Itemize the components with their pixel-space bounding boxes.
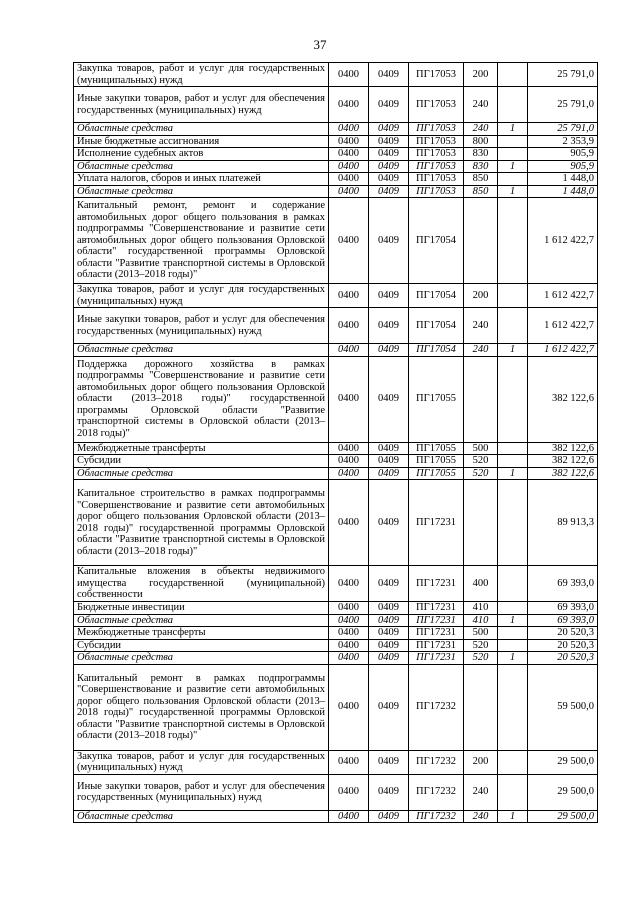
expense-type-cell: 240 [464, 87, 498, 123]
row-name-cell: Иные закупки товаров, работ и услуг для обеспечения государственных (муниципальных) нужд [74, 308, 329, 344]
table-row [74, 198, 598, 284]
amount-cell: 69 393,0 [528, 566, 598, 602]
target-article-cell: ПГ17232 [409, 810, 464, 823]
amount-cell: 20 520,3 [528, 639, 598, 652]
funding-source-cell [498, 173, 528, 186]
section-code-cell: 0400 [329, 148, 369, 161]
page-number: 37 [313, 37, 327, 52]
row-name-cell: Областные средства [74, 185, 329, 198]
target-article-cell: ПГ17232 [409, 774, 464, 810]
amount-cell: 29 500,0 [528, 774, 598, 810]
funding-source-cell [498, 198, 528, 284]
target-article-cell: ПГ17053 [409, 185, 464, 198]
budget-table-body [74, 63, 598, 823]
row-name-cell: Областные средства [74, 160, 329, 173]
funding-source-cell [498, 308, 528, 344]
funding-source-cell: 1 [498, 614, 528, 627]
row-name-cell: Капитальный ремонт в рамках подпрограммы "Совершенствование и развитие сети автомобильных дорог общего пользования Орловской области (2013–2018 годы)" государственной программы Орловской области "Развитие транспортной системы в Орловской области (2013–2018 годы)" [74, 664, 329, 750]
target-article-cell: ПГ17231 [409, 480, 464, 566]
section-code-cell: 0400 [329, 627, 369, 640]
expense-type-cell: 240 [464, 308, 498, 344]
target-article-cell: ПГ17055 [409, 442, 464, 455]
row-name-cell: Бюджетные инвестиции [74, 602, 329, 615]
table-row-regional-funds [74, 344, 598, 357]
section-code-cell: 0400 [329, 652, 369, 665]
row-name-cell: Областные средства [74, 467, 329, 480]
expense-type-cell: 850 [464, 185, 498, 198]
table-row [74, 308, 598, 344]
section-code-cell: 0400 [329, 566, 369, 602]
expense-type-cell: 520 [464, 455, 498, 468]
subsection-code-cell: 0409 [369, 344, 409, 357]
expense-type-cell: 240 [464, 123, 498, 136]
expense-type-cell: 850 [464, 173, 498, 186]
row-name-cell: Капитальное строительство в рамках подпрограммы "Совершенствование и развитие сети автомобильных дорог общего пользования Орловской области (2013–2018 годы)" государственной программы Орловской области "Развитие транспортной системы в Орловской области (2013–2018 годы)" [74, 480, 329, 566]
target-article-cell: ПГ17053 [409, 148, 464, 161]
funding-source-cell: 1 [498, 652, 528, 665]
section-code-cell: 0400 [329, 467, 369, 480]
table-row-regional-funds [74, 810, 598, 823]
subsection-code-cell: 0409 [369, 87, 409, 123]
funding-source-cell [498, 63, 528, 87]
target-article-cell: ПГ17053 [409, 135, 464, 148]
target-article-cell: ПГ17232 [409, 664, 464, 750]
row-name-cell: Межбюджетные трансферты [74, 627, 329, 640]
amount-cell: 1 612 422,7 [528, 308, 598, 344]
target-article-cell: ПГ17232 [409, 750, 464, 774]
expense-type-cell [464, 356, 498, 442]
funding-source-cell [498, 774, 528, 810]
subsection-code-cell: 0409 [369, 63, 409, 87]
expense-type-cell: 400 [464, 566, 498, 602]
subsection-code-cell: 0409 [369, 173, 409, 186]
table-row [74, 774, 598, 810]
subsection-code-cell: 0409 [369, 750, 409, 774]
row-name-cell: Областные средства [74, 614, 329, 627]
section-code-cell: 0400 [329, 123, 369, 136]
row-name-cell: Закупка товаров, работ и услуг для государственных (муниципальных) нужд [74, 284, 329, 308]
expense-type-cell: 410 [464, 614, 498, 627]
section-code-cell: 0400 [329, 455, 369, 468]
table-row-regional-funds [74, 160, 598, 173]
subsection-code-cell: 0409 [369, 810, 409, 823]
target-article-cell: ПГ17053 [409, 123, 464, 136]
expense-type-cell: 240 [464, 774, 498, 810]
expense-type-cell: 520 [464, 652, 498, 665]
table-row [74, 63, 598, 87]
table-row [74, 664, 598, 750]
section-code-cell: 0400 [329, 639, 369, 652]
row-name-cell: Капитальные вложения в объекты недвижимого имущества государственной (муниципальной) собственности [74, 566, 329, 602]
funding-source-cell: 1 [498, 185, 528, 198]
expense-type-cell: 500 [464, 442, 498, 455]
target-article-cell: ПГ17054 [409, 308, 464, 344]
amount-cell: 1 612 422,7 [528, 284, 598, 308]
amount-cell: 29 500,0 [528, 810, 598, 823]
amount-cell: 905,9 [528, 148, 598, 161]
subsection-code-cell: 0409 [369, 480, 409, 566]
table-row-regional-funds [74, 123, 598, 136]
table-row [74, 455, 598, 468]
amount-cell: 382 122,6 [528, 442, 598, 455]
target-article-cell: ПГ17231 [409, 614, 464, 627]
expense-type-cell: 410 [464, 602, 498, 615]
table-row [74, 442, 598, 455]
subsection-code-cell: 0409 [369, 467, 409, 480]
target-article-cell: ПГ17231 [409, 602, 464, 615]
row-name-cell: Субсидии [74, 639, 329, 652]
expense-type-cell: 520 [464, 467, 498, 480]
table-row [74, 639, 598, 652]
funding-source-cell [498, 455, 528, 468]
row-name-cell: Иные закупки товаров, работ и услуг для обеспечения государственных (муниципальных) нужд [74, 87, 329, 123]
subsection-code-cell: 0409 [369, 308, 409, 344]
row-name-cell: Закупка товаров, работ и услуг для государственных (муниципальных) нужд [74, 750, 329, 774]
amount-cell: 25 791,0 [528, 63, 598, 87]
subsection-code-cell: 0409 [369, 148, 409, 161]
target-article-cell: ПГ17054 [409, 284, 464, 308]
section-code-cell: 0400 [329, 480, 369, 566]
table-row [74, 135, 598, 148]
expense-type-cell: 830 [464, 160, 498, 173]
expense-type-cell [464, 664, 498, 750]
section-code-cell: 0400 [329, 614, 369, 627]
funding-source-cell [498, 602, 528, 615]
target-article-cell: ПГ17231 [409, 652, 464, 665]
expense-type-cell [464, 198, 498, 284]
table-row-regional-funds [74, 185, 598, 198]
funding-source-cell [498, 750, 528, 774]
section-code-cell: 0400 [329, 664, 369, 750]
amount-cell: 69 393,0 [528, 614, 598, 627]
expense-type-cell: 830 [464, 148, 498, 161]
section-code-cell: 0400 [329, 442, 369, 455]
section-code-cell: 0400 [329, 160, 369, 173]
subsection-code-cell: 0409 [369, 774, 409, 810]
amount-cell: 382 122,6 [528, 467, 598, 480]
table-row [74, 566, 598, 602]
target-article-cell: ПГ17055 [409, 356, 464, 442]
row-name-cell: Исполнение судебных актов [74, 148, 329, 161]
expense-type-cell: 500 [464, 627, 498, 640]
amount-cell: 25 791,0 [528, 123, 598, 136]
section-code-cell: 0400 [329, 602, 369, 615]
amount-cell: 1 448,0 [528, 185, 598, 198]
subsection-code-cell: 0409 [369, 198, 409, 284]
target-article-cell: ПГ17055 [409, 455, 464, 468]
row-name-cell: Иные бюджетные ассигнования [74, 135, 329, 148]
section-code-cell: 0400 [329, 810, 369, 823]
target-article-cell: ПГ17053 [409, 87, 464, 123]
target-article-cell: ПГ17055 [409, 467, 464, 480]
amount-cell: 25 791,0 [528, 87, 598, 123]
section-code-cell: 0400 [329, 135, 369, 148]
funding-source-cell [498, 135, 528, 148]
expense-type-cell: 200 [464, 284, 498, 308]
section-code-cell: 0400 [329, 344, 369, 357]
funding-source-cell [498, 442, 528, 455]
amount-cell: 905,9 [528, 160, 598, 173]
subsection-code-cell: 0409 [369, 614, 409, 627]
amount-cell: 29 500,0 [528, 750, 598, 774]
section-code-cell: 0400 [329, 750, 369, 774]
row-name-cell: Поддержка дорожного хозяйства в рамках подпрограммы "Совершенствование и развитие сети автомобильных дорог общего пользования Орловской области (2013–2018 годы)" государственной программы Орловской области "Развитие транспортной системы в Орловской области (2013–2018 годы)" [74, 356, 329, 442]
row-name-cell: Иные закупки товаров, работ и услуг для обеспечения государственных (муниципальных) нужд [74, 774, 329, 810]
section-code-cell: 0400 [329, 173, 369, 186]
table-row [74, 750, 598, 774]
target-article-cell: ПГ17053 [409, 160, 464, 173]
funding-source-cell [498, 664, 528, 750]
expense-type-cell: 200 [464, 63, 498, 87]
funding-source-cell: 1 [498, 344, 528, 357]
expense-type-cell: 200 [464, 750, 498, 774]
amount-cell: 69 393,0 [528, 602, 598, 615]
row-name-cell: Областные средства [74, 810, 329, 823]
subsection-code-cell: 0409 [369, 123, 409, 136]
section-code-cell: 0400 [329, 308, 369, 344]
section-code-cell: 0400 [329, 63, 369, 87]
amount-cell: 382 122,6 [528, 356, 598, 442]
funding-source-cell [498, 639, 528, 652]
row-name-cell: Межбюджетные трансферты [74, 442, 329, 455]
table-row [74, 148, 598, 161]
table-row-regional-funds [74, 652, 598, 665]
budget-table [73, 62, 598, 823]
subsection-code-cell: 0409 [369, 652, 409, 665]
funding-source-cell [498, 566, 528, 602]
expense-type-cell: 240 [464, 810, 498, 823]
table-row-regional-funds [74, 467, 598, 480]
expense-type-cell: 520 [464, 639, 498, 652]
row-name-cell: Уплата налогов, сборов и иных платежей [74, 173, 329, 186]
funding-source-cell [498, 480, 528, 566]
subsection-code-cell: 0409 [369, 455, 409, 468]
section-code-cell: 0400 [329, 774, 369, 810]
amount-cell: 20 520,3 [528, 652, 598, 665]
row-name-cell: Областные средства [74, 652, 329, 665]
funding-source-cell: 1 [498, 123, 528, 136]
table-row [74, 284, 598, 308]
amount-cell: 20 520,3 [528, 627, 598, 640]
funding-source-cell [498, 87, 528, 123]
expense-type-cell: 800 [464, 135, 498, 148]
table-row [74, 173, 598, 186]
amount-cell: 1 612 422,7 [528, 198, 598, 284]
row-name-cell: Капитальный ремонт, ремонт и содержание автомобильных дорог общего пользования в рамках подпрограммы "Совершенствование и развитие сети автомобильных дорог общего пользования Орловской области" государственной программы Орловской области "Развитие транспортной системы в Орловской области (2013–2018 годы)" [74, 198, 329, 284]
row-name-cell: Субсидии [74, 455, 329, 468]
table-row [74, 356, 598, 442]
funding-source-cell [498, 356, 528, 442]
subsection-code-cell: 0409 [369, 160, 409, 173]
subsection-code-cell: 0409 [369, 627, 409, 640]
funding-source-cell [498, 284, 528, 308]
row-name-cell: Областные средства [74, 344, 329, 357]
row-name-cell: Закупка товаров, работ и услуг для государственных (муниципальных) нужд [74, 63, 329, 87]
section-code-cell: 0400 [329, 284, 369, 308]
table-row-regional-funds [74, 614, 598, 627]
table-row [74, 627, 598, 640]
target-article-cell: ПГ17054 [409, 344, 464, 357]
table-row [74, 602, 598, 615]
subsection-code-cell: 0409 [369, 566, 409, 602]
amount-cell: 1 448,0 [528, 173, 598, 186]
subsection-code-cell: 0409 [369, 284, 409, 308]
section-code-cell: 0400 [329, 356, 369, 442]
funding-source-cell [498, 148, 528, 161]
funding-source-cell: 1 [498, 467, 528, 480]
amount-cell: 382 122,6 [528, 455, 598, 468]
subsection-code-cell: 0409 [369, 135, 409, 148]
table-row [74, 87, 598, 123]
section-code-cell: 0400 [329, 87, 369, 123]
expense-type-cell [464, 480, 498, 566]
amount-cell: 59 500,0 [528, 664, 598, 750]
target-article-cell: ПГ17053 [409, 63, 464, 87]
amount-cell: 1 612 422,7 [528, 344, 598, 357]
amount-cell: 89 913,3 [528, 480, 598, 566]
subsection-code-cell: 0409 [369, 185, 409, 198]
row-name-cell: Областные средства [74, 123, 329, 136]
target-article-cell: ПГ17231 [409, 566, 464, 602]
subsection-code-cell: 0409 [369, 602, 409, 615]
subsection-code-cell: 0409 [369, 442, 409, 455]
section-code-cell: 0400 [329, 198, 369, 284]
target-article-cell: ПГ17231 [409, 639, 464, 652]
section-code-cell: 0400 [329, 185, 369, 198]
target-article-cell: ПГ17231 [409, 627, 464, 640]
funding-source-cell [498, 627, 528, 640]
expense-type-cell: 240 [464, 344, 498, 357]
table-row [74, 480, 598, 566]
subsection-code-cell: 0409 [369, 356, 409, 442]
subsection-code-cell: 0409 [369, 639, 409, 652]
target-article-cell: ПГ17054 [409, 198, 464, 284]
target-article-cell: ПГ17053 [409, 173, 464, 186]
funding-source-cell: 1 [498, 160, 528, 173]
amount-cell: 2 353,9 [528, 135, 598, 148]
funding-source-cell: 1 [498, 810, 528, 823]
subsection-code-cell: 0409 [369, 664, 409, 750]
